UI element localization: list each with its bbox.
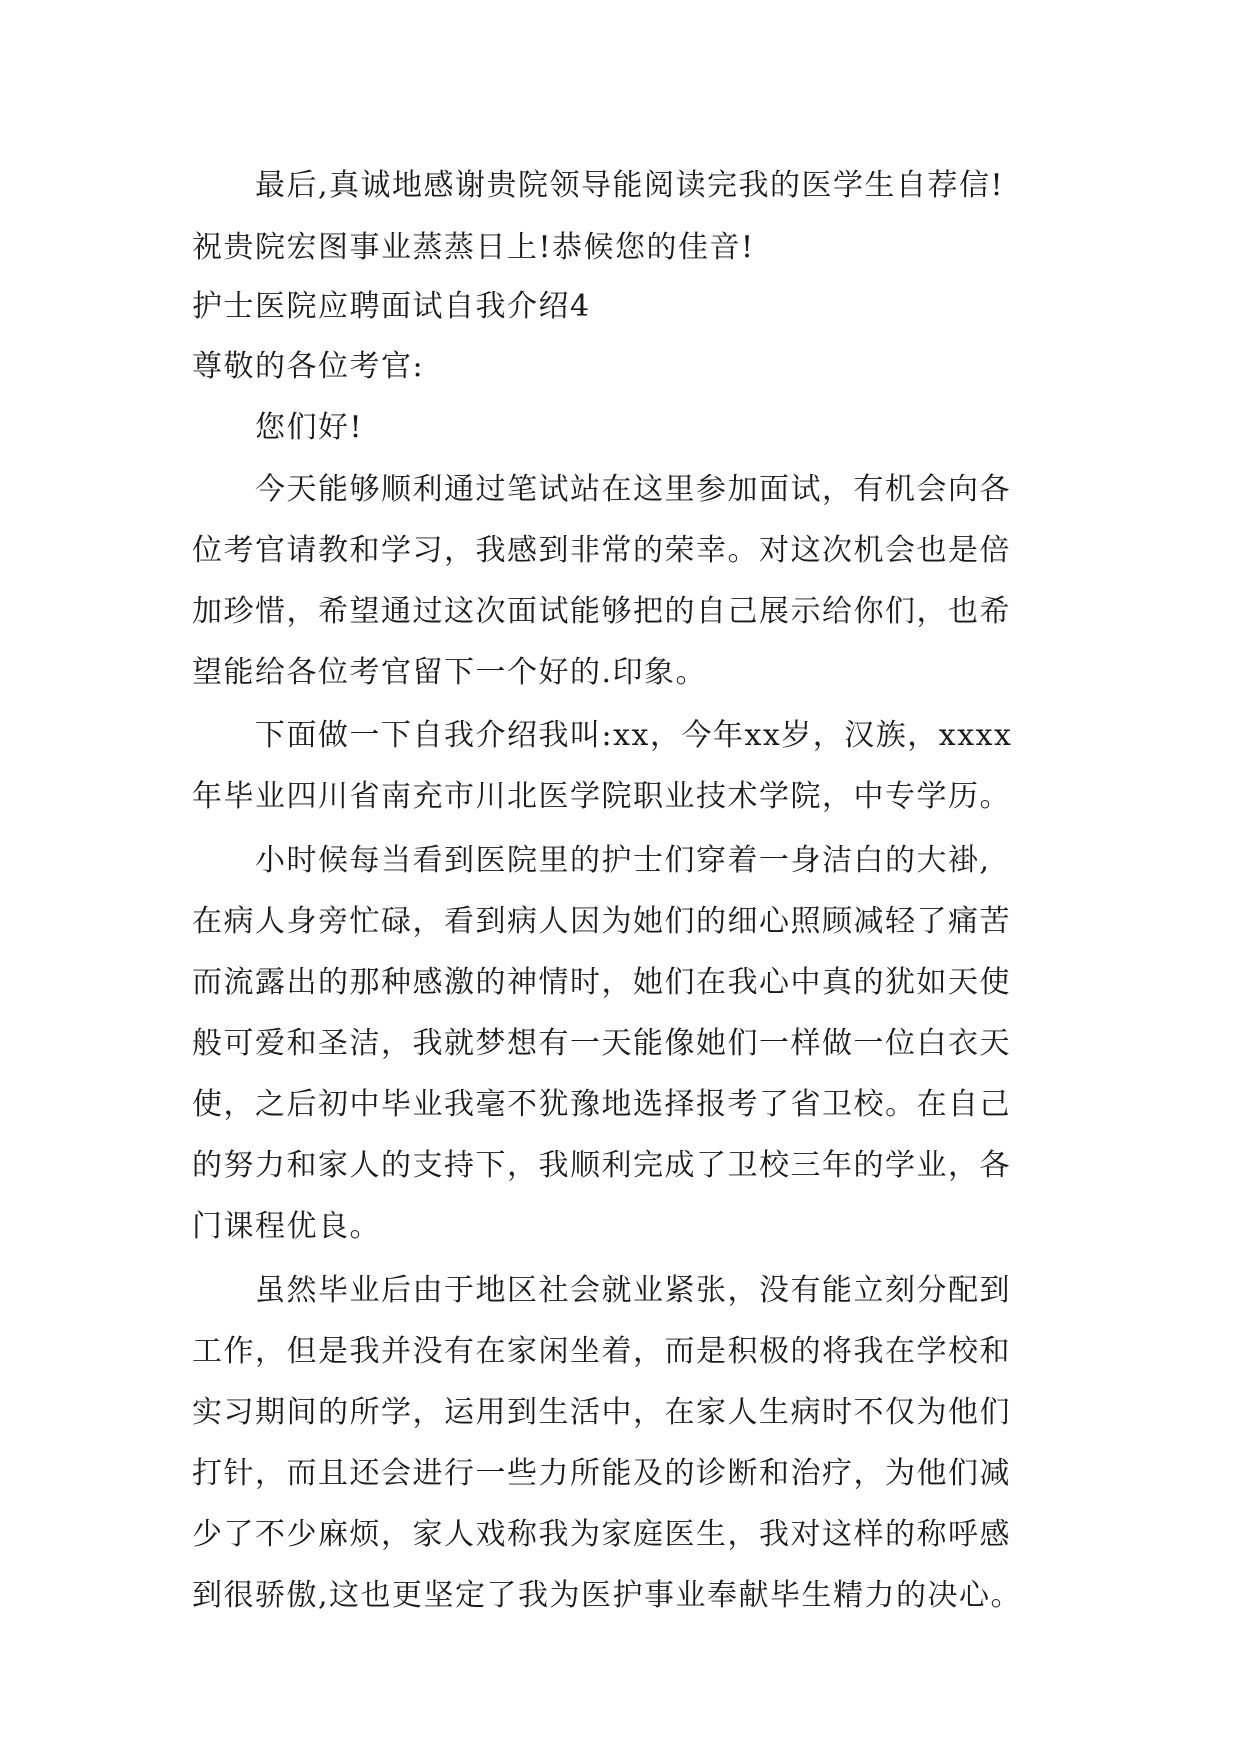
- paragraph-3-line-6: 的努力和家人的支持下，我顺利完成了卫校三年的学业，各: [192, 1148, 1011, 1183]
- paragraph-1-line-1: 今天能够顺利通过笔试站在这里参加面试，有机会向各: [255, 472, 1011, 507]
- greeting: 您们好!: [255, 410, 364, 445]
- salutation: 尊敬的各位考官:: [192, 349, 425, 384]
- paragraph-3-line-1: 小时候每当看到医院里的护士们穿着一身洁白的大褂,: [255, 843, 991, 878]
- paragraph-4-line-4: 打针，而且还会进行一些力所能及的诊断和治疗，为他们减: [192, 1456, 1011, 1491]
- section-title: 护士医院应聘面试自我介绍4: [192, 289, 591, 324]
- paragraph-4-line-2: 工作，但是我并没有在家闲坐着，而是积极的将我在学校和: [192, 1334, 1011, 1369]
- paragraph-3-line-3: 而流露出的那种感激的神情时，她们在我心中真的犹如天使: [192, 965, 1011, 1000]
- paragraph-3-line-5: 使，之后初中毕业我毫不犹豫地选择报考了省卫校。在自己: [192, 1087, 1011, 1122]
- closing-line-2: 祝贵院宏图事业蒸蒸日上!恭候您的佳音!: [192, 230, 755, 265]
- paragraph-3-line-4: 般可爱和圣洁，我就梦想有一天能像她们一样做一位白衣天: [192, 1026, 1011, 1061]
- closing-line-1: 最后,真诚地感谢贵院领导能阅读完我的医学生自荐信!: [255, 168, 1005, 203]
- paragraph-4-line-5: 少了不少麻烦，家人戏称我为家庭医生，我对这样的称呼感: [192, 1517, 1011, 1552]
- paragraph-4-line-6: 到很骄傲,这也更坚定了我为医护事业奉献毕生精力的决心。: [192, 1578, 1023, 1613]
- paragraph-1-line-4: 望能给各位考官留下一个好的.印象。: [192, 655, 708, 690]
- paragraph-4-line-3: 实习期间的所学，运用到生活中，在家人生病时不仅为他们: [192, 1395, 1011, 1430]
- paragraph-3-line-2: 在病人身旁忙碌，看到病人因为她们的细心照顾减轻了痛苦: [192, 904, 1011, 939]
- paragraph-1-line-2: 位考官请教和学习，我感到非常的荣幸。对这次机会也是倍: [192, 533, 1011, 568]
- paragraph-2-line-2: 年毕业四川省南充市川北医学院职业技术学院，中专学历。: [192, 779, 1011, 814]
- paragraph-2-line-1: 下面做一下自我介绍我叫:xx，今年xx岁，汉族，xxxx: [255, 718, 1013, 753]
- paragraph-3-line-7: 门课程优良。: [192, 1209, 381, 1244]
- paragraph-1-line-3: 加珍惜，希望通过这次面试能够把的自己展示给你们，也希: [192, 594, 1011, 629]
- paragraph-4-line-1: 虽然毕业后由于地区社会就业紧张，没有能立刻分配到: [255, 1273, 1011, 1308]
